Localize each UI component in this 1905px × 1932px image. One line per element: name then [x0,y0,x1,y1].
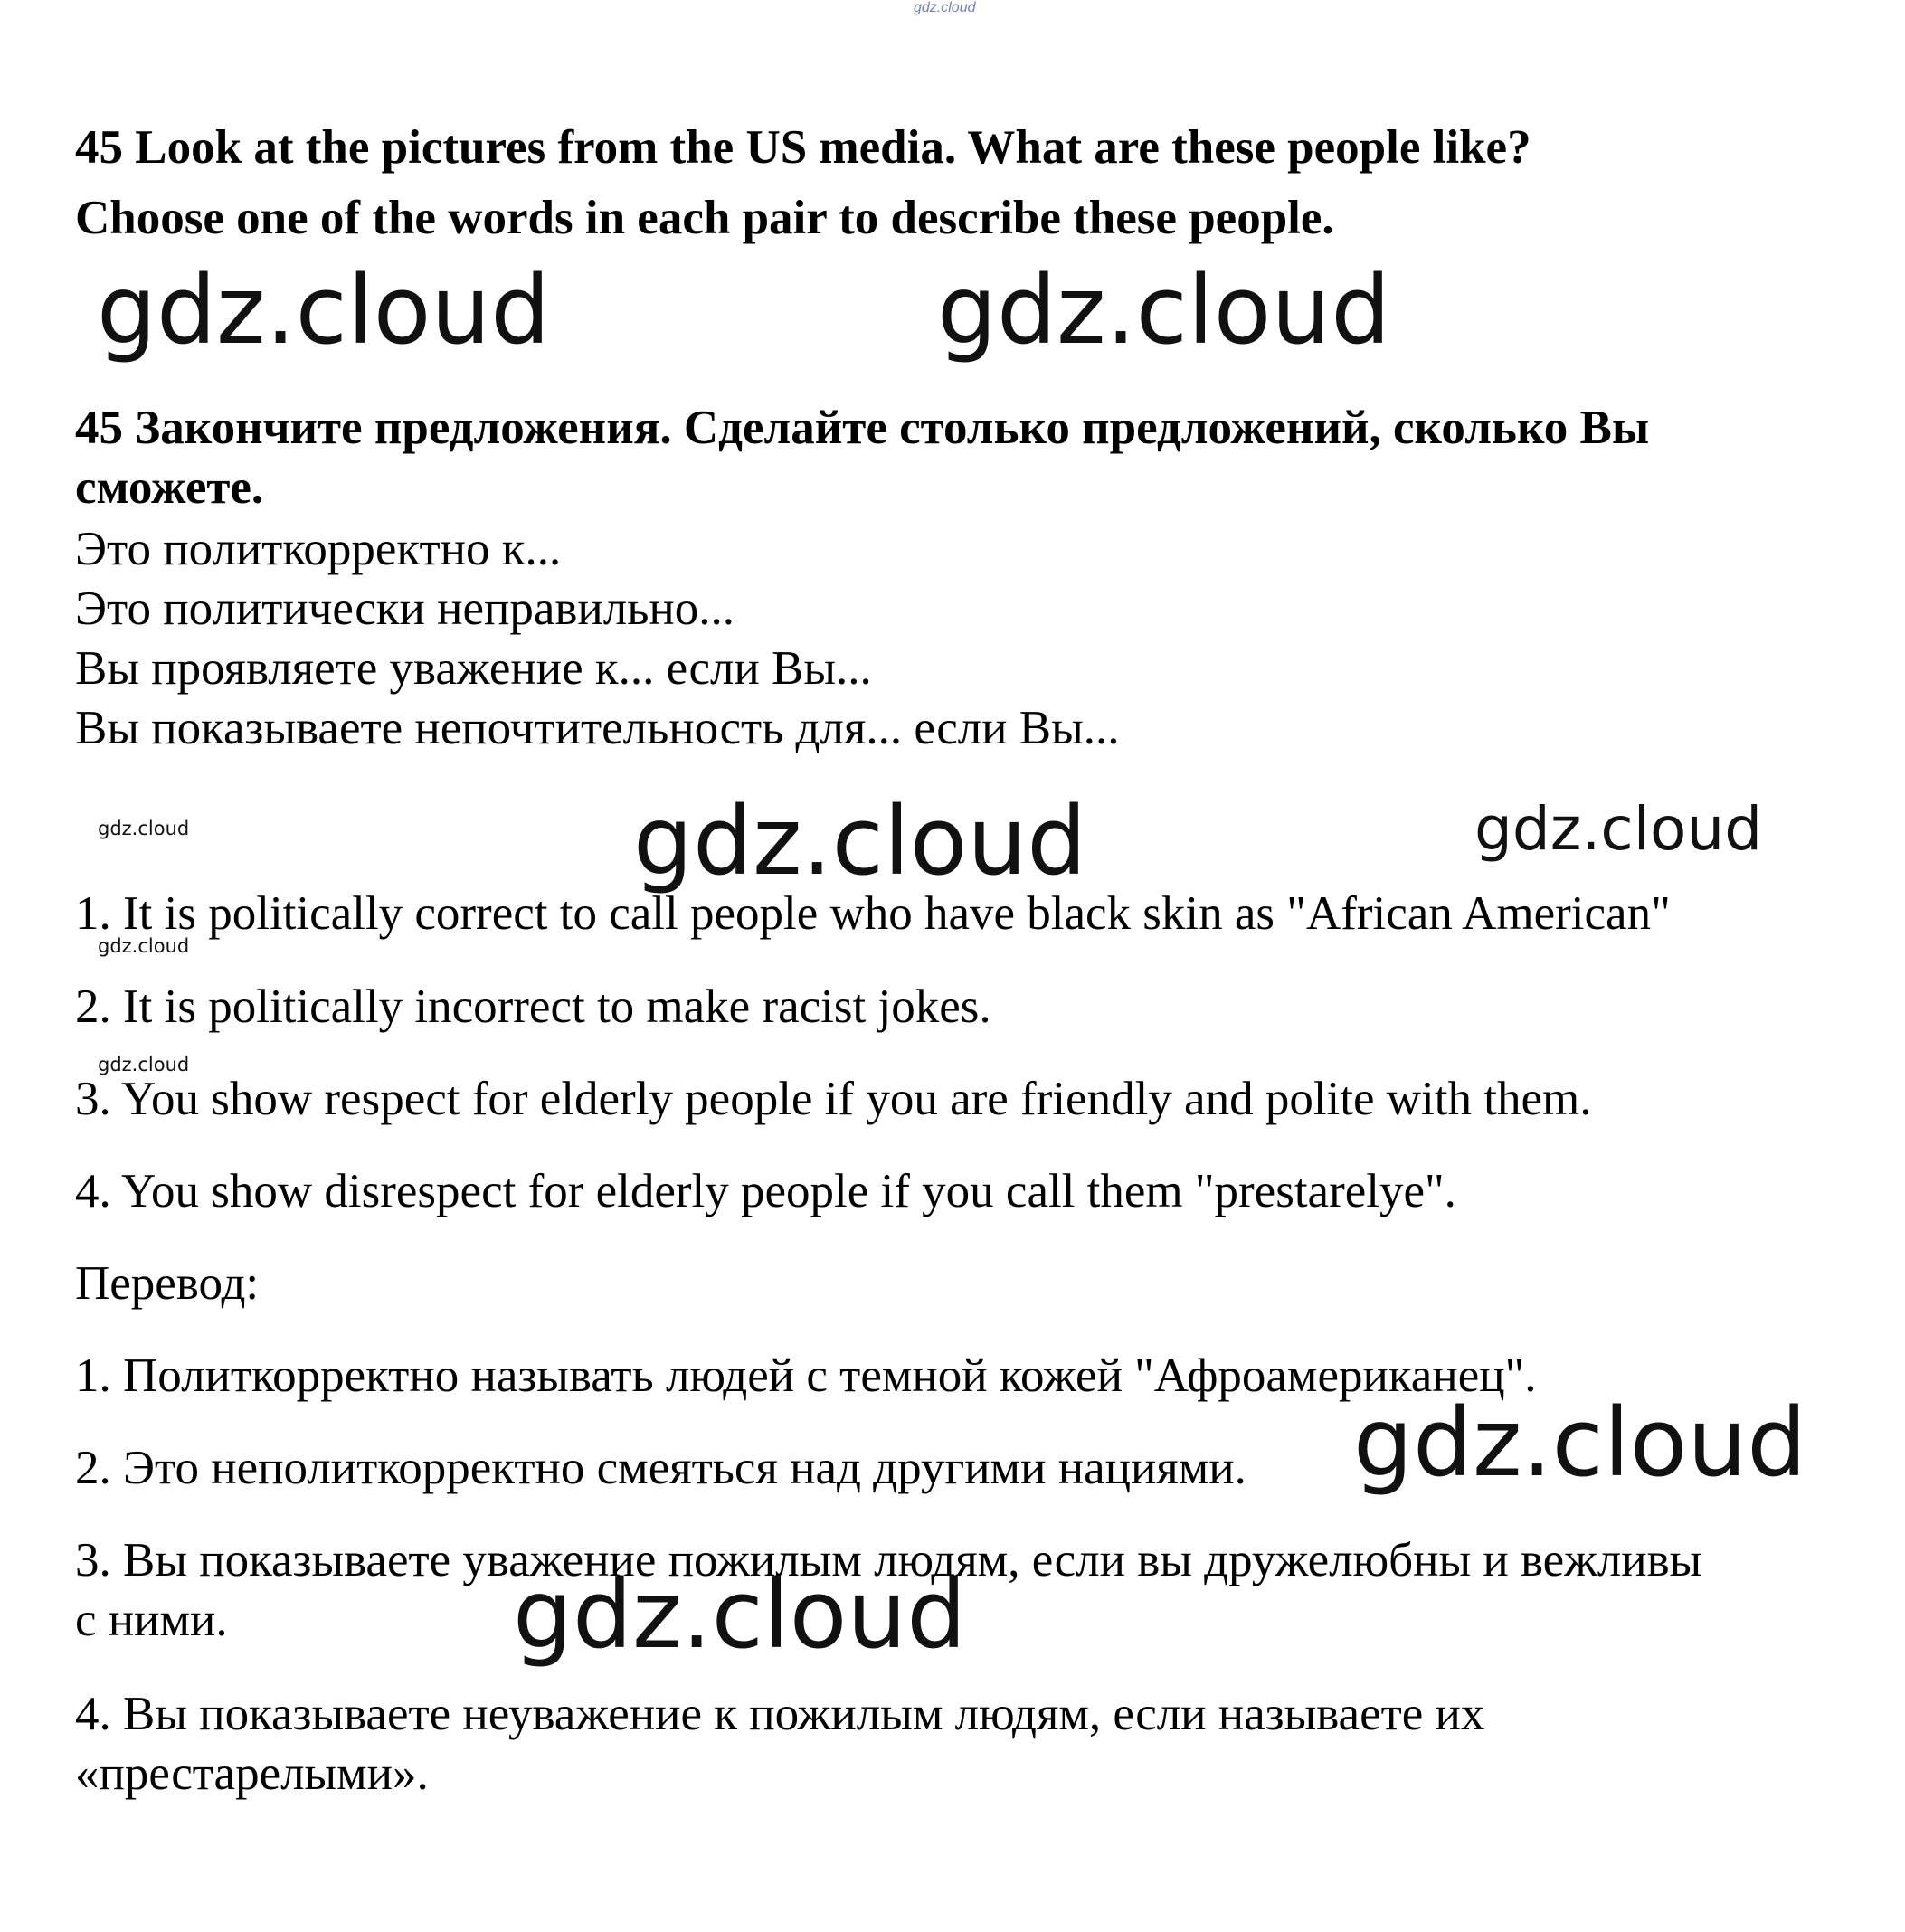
watermark: gdz.cloud [98,818,190,839]
translation-line: 4. Вы показываете неуважение к пожилым людям, если называете их «престарелыми». [75,1688,1485,1800]
russian-prompt: Это политически неправильно... [75,582,735,635]
watermark: gdz.cloud [633,786,1087,896]
russian-task-title: 45 Закончите предложения. Сделайте столько предложений, сколько Вы сможете. [75,402,1650,514]
translation-line: 1. Политкорректно называть людей с темной кожей "Афроамериканец". [75,1350,1537,1402]
watermark: gdz.cloud [937,255,1391,365]
answer-line: 3. You show respect for elderly people if you are friendly and polite with them. [75,1073,1592,1125]
watermark: gdz.cloud [98,935,190,957]
russian-prompt: Вы показываете непочтительность для... если Вы... [75,702,1120,754]
english-task-line-2: Choose one of the words in each pair to describe these people. [75,192,1334,244]
header-watermark: gdz.cloud [914,0,976,15]
russian-prompt: Вы проявляете уважение к... если Вы... [75,642,872,695]
watermark: gdz.cloud [98,1054,190,1075]
watermark: gdz.cloud [1353,1387,1807,1498]
translation-line: 2. Это неполиткорректно смеяться над другими нациями. [75,1442,1246,1494]
translation-label: Перевод: [75,1257,260,1310]
translation-line: 3. Вы показываете уважение пожилым людям, если вы дружелюбны и вежливы с ними. [75,1534,1702,1646]
russian-prompt: Это политкорректно к... [75,523,562,575]
watermark: gdz.cloud [1474,794,1763,864]
answer-line: 1. It is politically correct to call people who have black skin as "African American" [75,887,1671,940]
watermark: gdz.cloud [97,255,551,365]
watermark: gdz.cloud [513,1559,967,1670]
english-task-line-1: 45 Look at the pictures from the US media. What are these people like? [75,121,1531,174]
answer-line: 2. It is politically incorrect to make racist jokes. [75,980,991,1033]
answer-line: 4. You show disrespect for elderly people if you call them "prestarelye". [75,1165,1456,1217]
